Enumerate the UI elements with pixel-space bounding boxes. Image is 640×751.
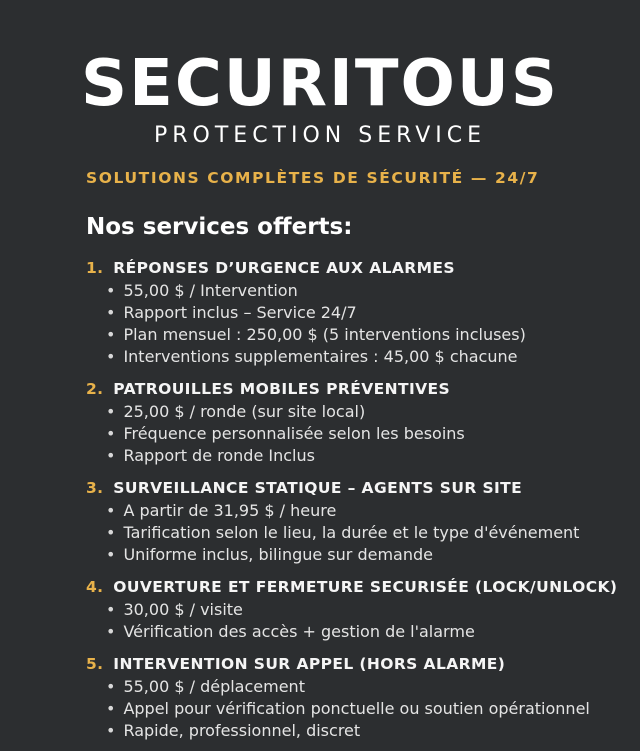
service-item: • 55,00 $ / Intervention <box>106 281 298 300</box>
service-item: • A partir de 31,95 $ / heure <box>106 501 337 520</box>
service-item: • Appel pour vérification ponctuelle ou soutien opérationnel <box>106 699 590 718</box>
bullet-icon: • <box>106 281 116 300</box>
services-heading: Nos services offerts: <box>86 214 353 240</box>
bullet-icon: • <box>106 523 116 542</box>
service-3 <box>86 476 626 566</box>
service-items <box>86 401 626 467</box>
bullet-icon: • <box>106 721 116 740</box>
tagline: SOLUTIONS COMPLÈTES DE SÉCURITÉ — 24/7 <box>86 169 540 187</box>
service-items <box>86 280 626 368</box>
service-2 <box>86 377 626 467</box>
service-item: • 25,00 $ / ronde (sur site local) <box>106 402 366 421</box>
service-number: 2. <box>86 380 104 398</box>
bullet-icon: • <box>106 600 116 619</box>
service-title-text: INTERVENTION SUR APPEL (HORS ALARME) <box>113 655 506 673</box>
service-title <box>86 256 626 280</box>
service-title-text: RÉPONSES D’URGENCE AUX ALARMES <box>113 259 455 277</box>
bullet-icon: • <box>106 303 116 322</box>
service-number: 3. <box>86 479 104 497</box>
service-items <box>86 500 626 566</box>
service-item: • 30,00 $ / visite <box>106 600 243 619</box>
service-4 <box>86 575 626 643</box>
service-item: • Uniforme inclus, bilingue sur demande <box>106 545 433 564</box>
bullet-icon: • <box>106 402 116 421</box>
service-items <box>86 676 626 742</box>
brand-subtitle: PROTECTION SERVICE <box>153 123 486 148</box>
bullet-icon: • <box>106 545 116 564</box>
service-item: • Rapide, professionnel, discret <box>106 721 361 740</box>
bullet-icon: • <box>106 347 116 366</box>
service-item: • Vérification des accès + gestion de l'alarme <box>106 622 475 641</box>
service-title-text: OUVERTURE ET FERMETURE SECURISÉE (LOCK/UNLOCK) <box>113 578 618 596</box>
service-item: • Interventions supplementaires : 45,00 $ chacune <box>106 347 518 366</box>
bullet-icon: • <box>106 501 116 520</box>
service-title <box>86 377 626 401</box>
bullet-icon: • <box>106 699 116 718</box>
service-title <box>86 652 626 676</box>
bullet-icon: • <box>106 677 116 696</box>
service-title <box>86 476 626 500</box>
bullet-icon: • <box>106 325 116 344</box>
service-number: 5. <box>86 655 104 673</box>
bullet-icon: • <box>106 622 116 641</box>
service-1 <box>86 256 626 368</box>
brand-title: SECURITOUS <box>81 47 559 121</box>
services-list <box>86 256 626 751</box>
service-title-text: SURVEILLANCE STATIQUE – AGENTS SUR SITE <box>113 479 523 497</box>
service-item: • Tarification selon le lieu, la durée et le type d'événement <box>106 523 580 542</box>
service-number: 4. <box>86 578 104 596</box>
bullet-icon: • <box>106 424 116 443</box>
service-number: 1. <box>86 259 104 277</box>
service-5 <box>86 652 626 742</box>
service-items <box>86 599 626 643</box>
service-item: • 55,00 $ / déplacement <box>106 677 305 696</box>
service-title <box>86 575 626 599</box>
service-item: • Plan mensuel : 250,00 $ (5 interventions incluses) <box>106 325 526 344</box>
service-item: • Rapport inclus – Service 24/7 <box>106 303 357 322</box>
service-item: • Rapport de ronde Inclus <box>106 446 315 465</box>
bullet-icon: • <box>106 446 116 465</box>
service-title-text: PATROUILLES MOBILES PRÉVENTIVES <box>113 380 451 398</box>
service-item: • Fréquence personnalisée selon les besoins <box>106 424 465 443</box>
